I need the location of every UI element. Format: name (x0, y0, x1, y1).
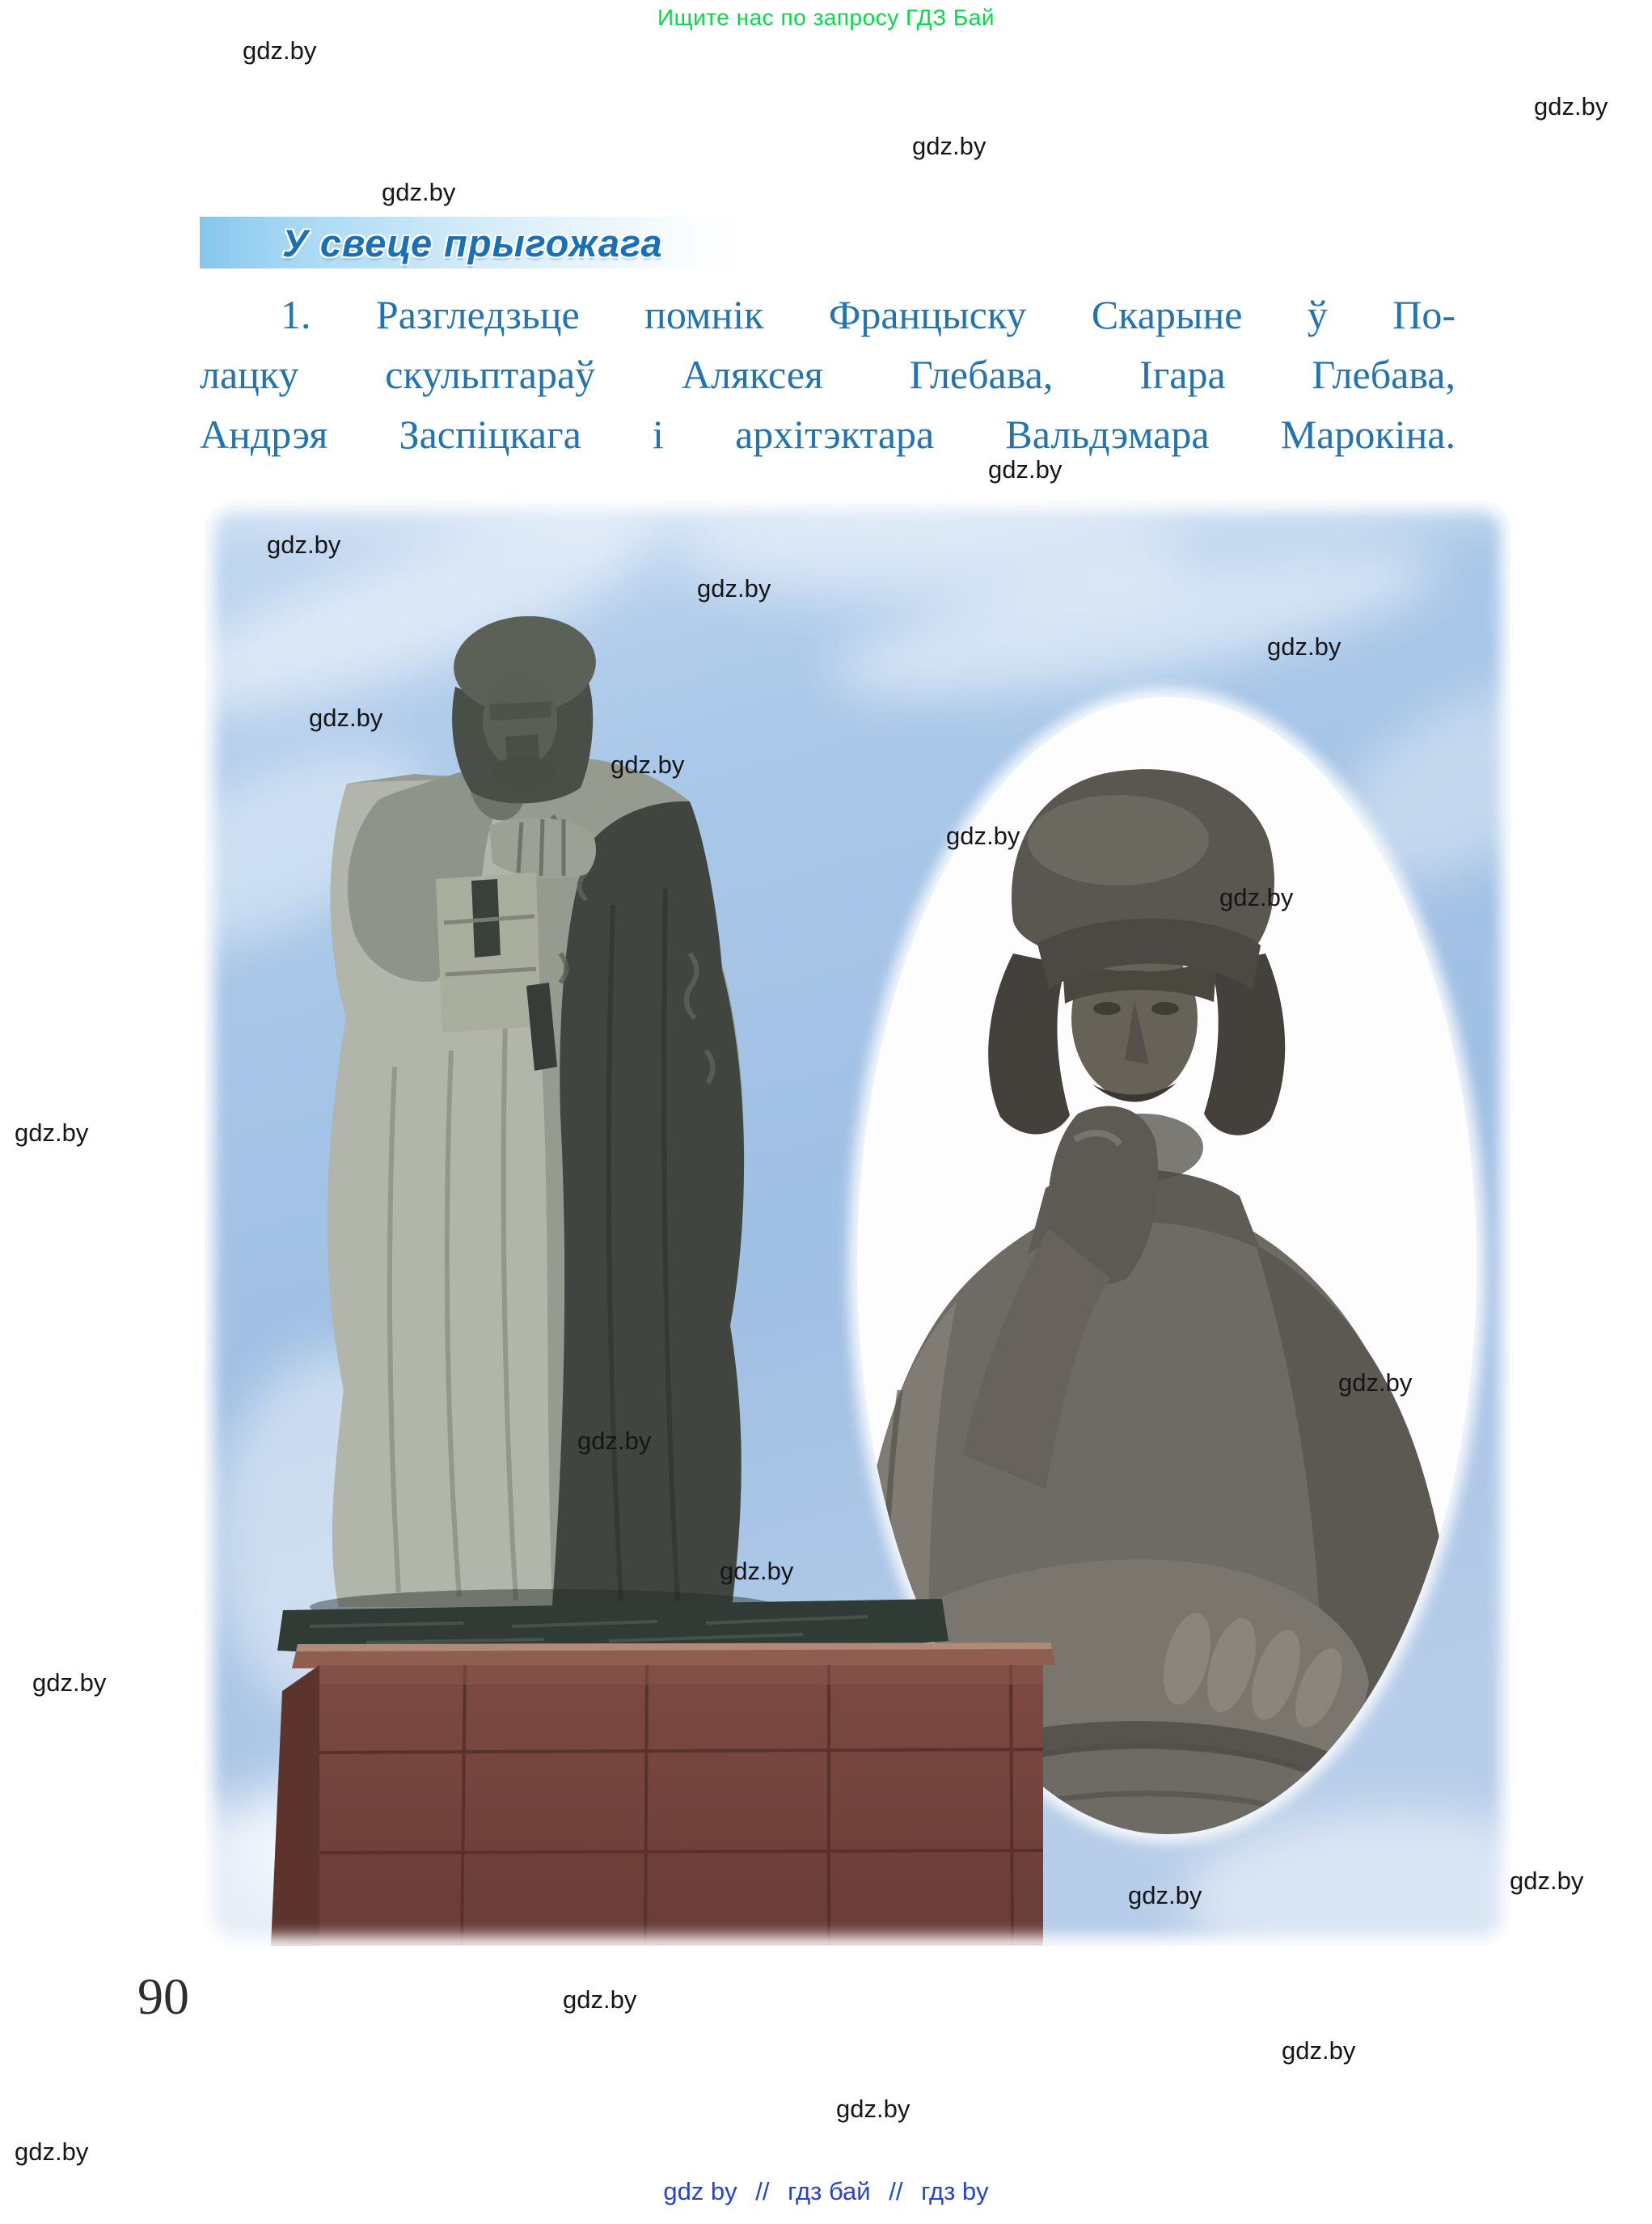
task-line-1: 1. Разгледзьце помнік Францыску Скарыне ў По- (281, 292, 1456, 337)
task-line-2: лацку скульптараў Аляксея Глебава, Ігара Глебава, (200, 352, 1456, 397)
watermark: gdz.by (243, 36, 317, 65)
watermark: gdz.by (697, 574, 771, 603)
page-number: 90 (137, 1968, 189, 2025)
watermark: gdz.by (1219, 883, 1294, 911)
watermark: gdz.by (577, 1427, 652, 1455)
watermark: gdz.by (1282, 2036, 1356, 2065)
footer-link-gdz-bai[interactable]: гдз бай (788, 2177, 871, 2205)
watermark: gdz.by (946, 822, 1020, 850)
footer-link-separator: // (755, 2177, 770, 2205)
task-text (200, 285, 1456, 464)
watermark: gdz.by (1510, 1867, 1584, 1895)
watermark: gdz.by (1534, 92, 1608, 121)
task-line-3: Андрэя Заспіцкага і архітэктара Вальдэмара Марокіна. (200, 412, 1456, 457)
watermark: gdz.by (988, 455, 1063, 484)
footer-links (0, 2177, 1652, 2206)
footer-link-gdz-by[interactable]: gdz by (663, 2177, 737, 2205)
watermark: gdz.by (32, 1668, 107, 1697)
watermark: gdz.by (382, 178, 456, 206)
watermark: gdz.by (15, 1118, 89, 1147)
watermark: gdz.by (15, 2137, 89, 2166)
monument-photo (205, 501, 1510, 1946)
footer-link-separator: // (889, 2177, 903, 2205)
watermark: gdz.by (267, 531, 341, 559)
watermark: gdz.by (1128, 1881, 1202, 1909)
section-title: У свеце прыгожага (282, 221, 663, 264)
watermark: gdz.by (1338, 1368, 1413, 1397)
watermark: gdz.by (720, 1557, 794, 1585)
promo-text: Ищите нас по запросу ГДЗ Бай (657, 5, 995, 30)
footer-link-gdz-by-cyr[interactable]: гдз by (921, 2177, 989, 2205)
watermark: gdz.by (563, 1985, 637, 2014)
pedestal (271, 1643, 1055, 1946)
section-header-bar (200, 217, 759, 268)
watermark: gdz.by (836, 2095, 911, 2123)
watermark: gdz.by (309, 704, 383, 732)
watermark: gdz.by (611, 750, 685, 779)
watermark: gdz.by (912, 132, 987, 160)
watermark: gdz.by (1267, 632, 1341, 661)
